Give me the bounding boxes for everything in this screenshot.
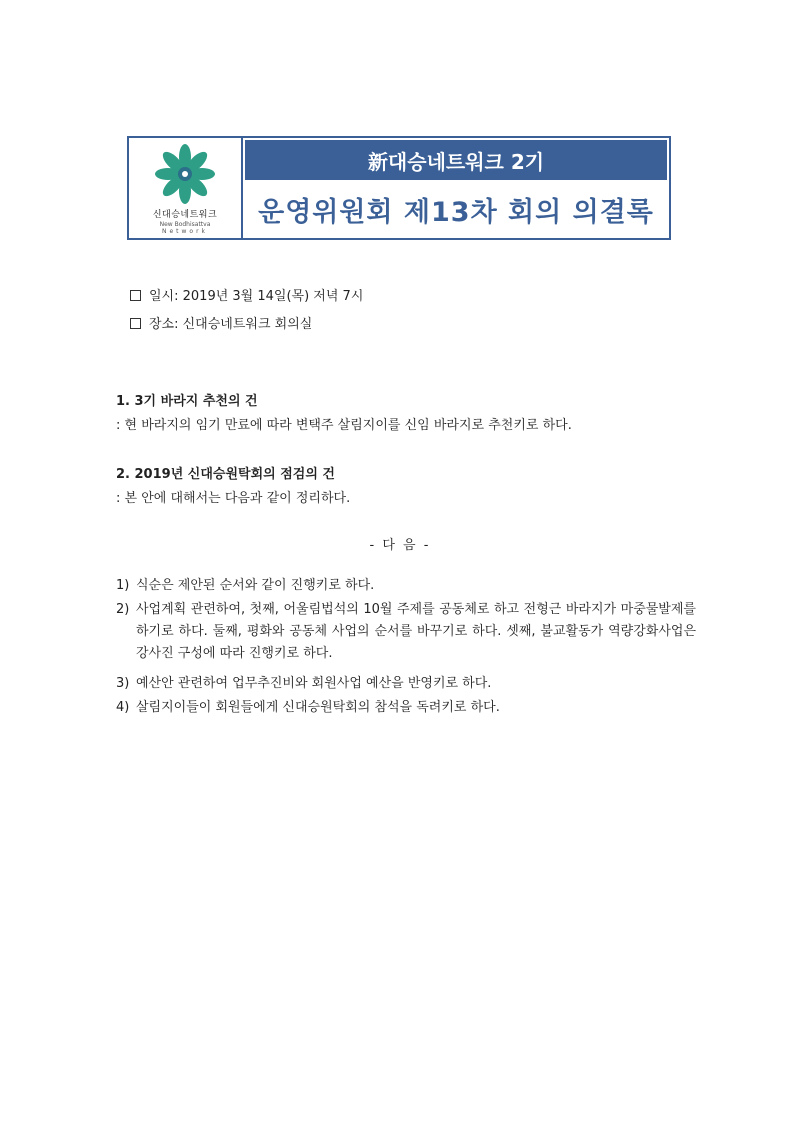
list-item-text: 예산안 관련하여 업무추진비와 회원사업 예산을 반영키로 하다.: [136, 676, 492, 691]
list-item-text: 사업계획 관련하여, 첫째, 어울림법석의 10월 주제를 공동체로 하고 전형근 바라지가 마중물발제를 하기로 하다. 둘째, 평화와 공동체 사업의 순서를 바꾸기로 하다. 셋째, 불교활동가 역량강화사업은 강사진 구성에 따라 진행키로 하다.: [136, 602, 696, 661]
document-title: 운영위원회 제13차 회의 의결록: [258, 196, 654, 228]
place-line: [130, 313, 312, 332]
list-item: [116, 599, 696, 665]
list-item-text: 살림지이들이 회원들에게 신대승원탁회의 참석을 독려키로 하다.: [136, 700, 500, 715]
list-item: [116, 575, 696, 597]
logo-english-line2: Network: [161, 228, 209, 235]
list-item-text: 식순은 제안된 순서와 같이 진행키로 하다.: [136, 578, 375, 593]
date-line: [130, 285, 363, 304]
document-subtitle: 新대승네트워크 2기: [245, 140, 667, 180]
date-text: 일시: 2019년 3월 14일(목) 저녁 7시: [149, 289, 364, 304]
list-item-number: 2): [116, 602, 130, 617]
list-item-number: 3): [116, 676, 130, 691]
list-item: [116, 673, 696, 695]
list-item-number: 1): [116, 578, 130, 593]
document-header: [127, 136, 671, 240]
place-text: 장소: 신대승네트워크 회의실: [149, 317, 313, 332]
logo-korean-text: 신대승네트워크: [152, 210, 218, 220]
section-1-body: : 현 바라지의 임기 만료에 따라 변택주 살림지이를 신임 바라지로 추천키로 하다.: [116, 418, 572, 433]
list-item: [116, 697, 696, 719]
logo: [129, 138, 243, 238]
title-cell: [243, 138, 669, 238]
list-item-number: 4): [116, 700, 130, 715]
section-2-body: : 본 안에 대해서는 다음과 같이 정리하다.: [116, 491, 351, 506]
logo-english-line1: New Bodhisattva: [159, 221, 211, 228]
checkbox-icon: [130, 318, 141, 329]
separator-text: - 다 음 -: [369, 538, 431, 553]
section-2-heading: 2. 2019년 신대승원탁회의 점검의 건: [116, 467, 335, 482]
checkbox-icon: [130, 290, 141, 301]
lotus-logo-icon: [153, 142, 217, 206]
section-1-heading: 1. 3기 바라지 추천의 건: [116, 394, 258, 409]
